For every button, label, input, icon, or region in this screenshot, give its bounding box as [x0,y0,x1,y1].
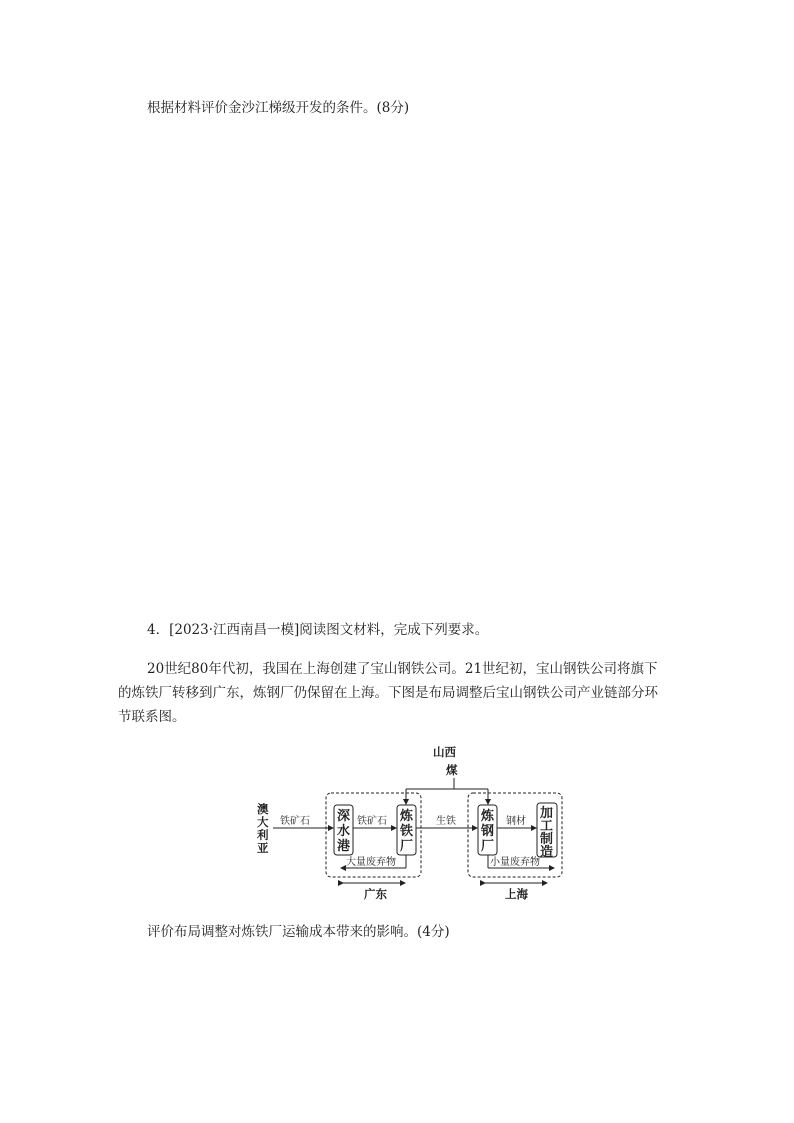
processing-char-2: 工 [540,819,554,834]
large-waste-label: 大量废弃物 [346,857,396,868]
material-paragraph-line-2: 的炼铁厂转移到广东，炼钢厂仍保留在上海。下图是布局调整后宝山钢铁公司产业链部分环 [118,685,658,701]
steel-label: 钢材 [506,816,526,827]
australia-char-4: 亚 [257,841,269,855]
material-paragraph-line-1: 20世纪80年代初，我国在上海创建了宝山钢铁公司。21世纪初，宝山钢铁公司将旗下 [147,661,658,677]
australia-char-2: 大 [257,815,269,829]
deep-port-char-3: 港 [337,839,351,854]
iron-ore-label-2: 铁矿石 [357,816,387,827]
ironworks-char-1: 炼 [400,809,414,824]
coal-label: 煤 [446,763,458,777]
question-prompt: 根据材料评价金沙江梯级开发的条件。(8分) [147,100,410,116]
processing-char-1: 加 [540,806,554,821]
deep-port-char-1: 深 [337,809,351,824]
ironworks-char-2: 铁 [400,824,414,839]
shanghai-label: 上海 [505,887,528,901]
small-waste-label: 小量废弃物 [490,857,540,868]
material-paragraph-line-3: 节联系图。 [118,709,186,725]
question-4-header: 4．[2023·江西南昌一模]阅读图文材料，完成下列要求。 [147,622,489,638]
pig-iron-label: 生铁 [436,816,456,827]
industrial-chain-diagram [240,740,570,905]
deep-port-char-2: 水 [337,824,351,839]
steelworks-char-1: 炼 [481,809,495,824]
australia-char-1: 澳 [257,802,269,816]
guangdong-label: 广东 [364,887,387,901]
shanxi-label: 山西 [433,745,456,759]
ironworks-char-3: 厂 [400,839,414,854]
processing-char-3: 制 [540,832,554,847]
question-prompt-2: 评价布局调整对炼铁厂运输成本带来的影响。(4分) [147,924,450,940]
australia-char-3: 利 [257,828,269,842]
processing-char-4: 造 [540,845,554,860]
steelworks-char-3: 厂 [481,839,495,854]
iron-ore-label-1: 铁矿石 [280,816,310,827]
steelworks-char-2: 钢 [481,824,495,839]
